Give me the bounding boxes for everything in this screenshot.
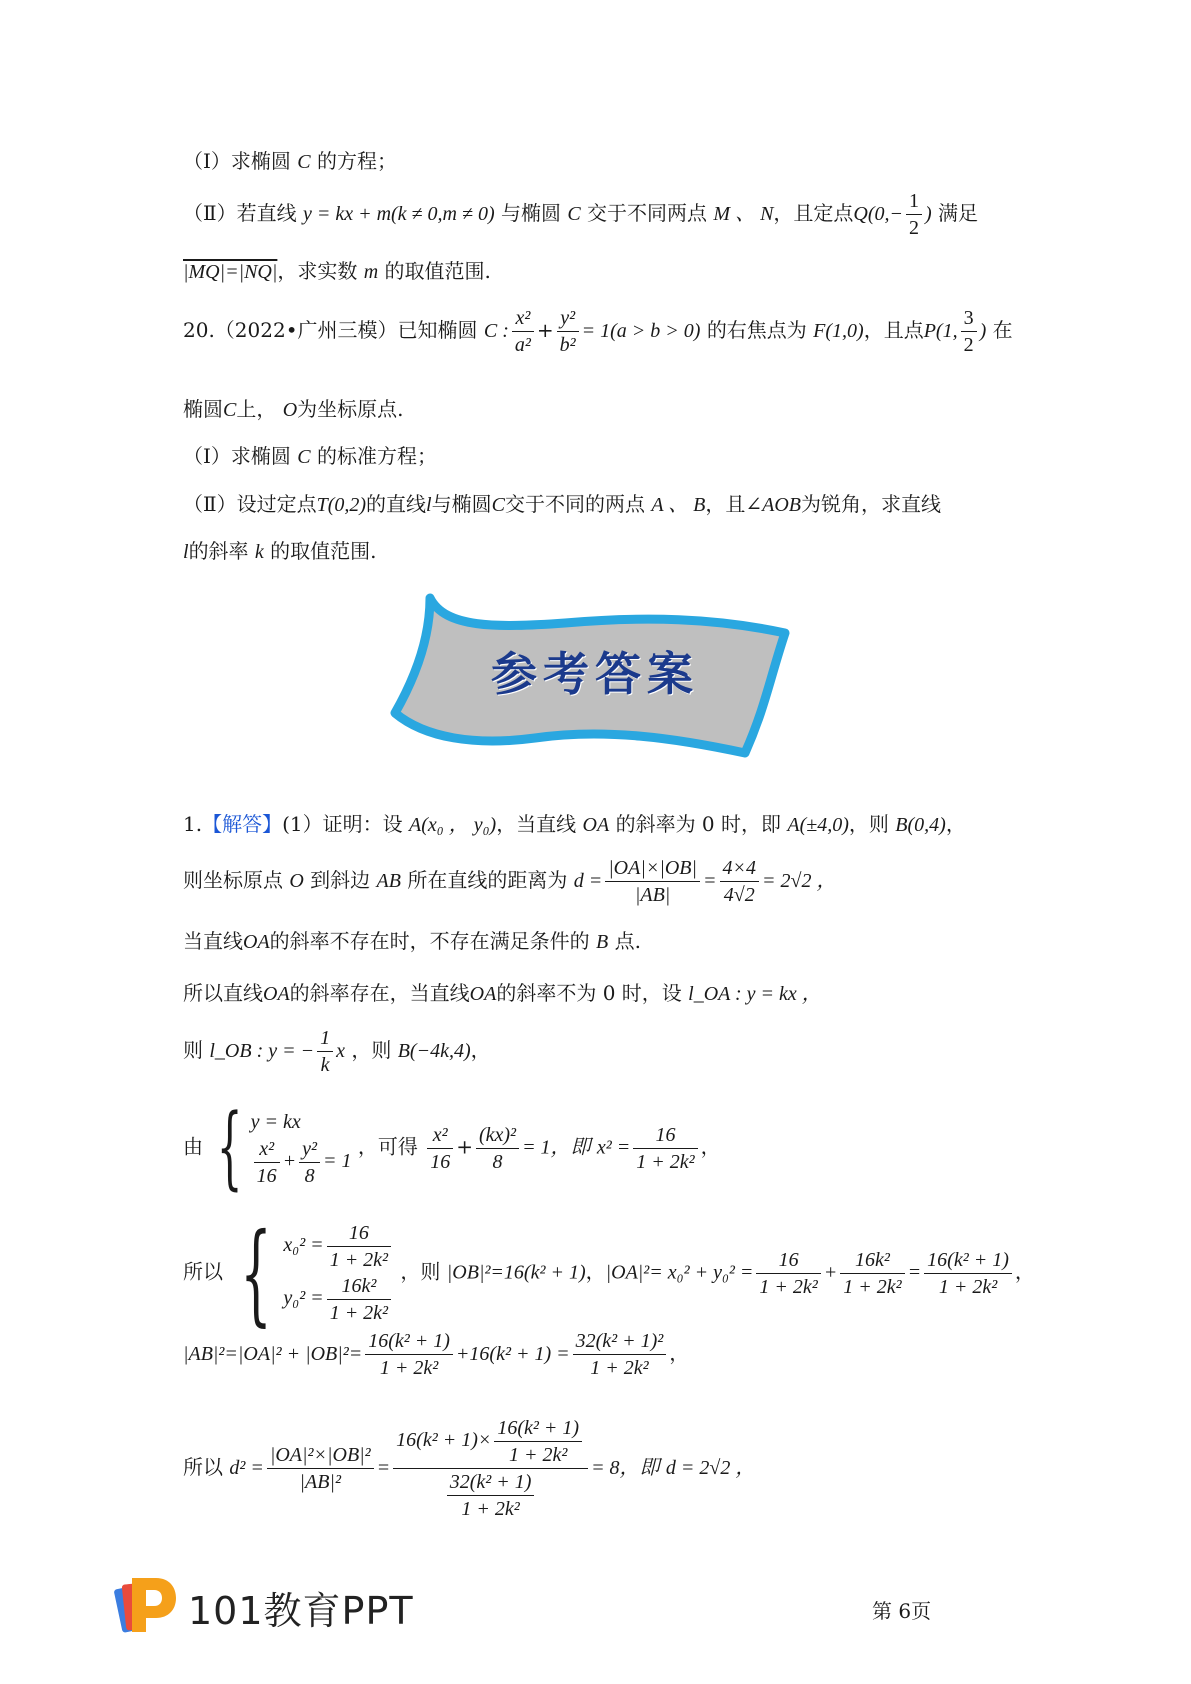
text: ，: [700, 1134, 721, 1159]
math-point: F(1,0): [813, 320, 864, 342]
numerator: x²: [254, 1136, 280, 1163]
math-var: C: [567, 203, 581, 225]
math-eq: =: [907, 1261, 922, 1284]
text: 的斜率存在，当直线: [289, 981, 470, 1005]
text: ，则: [848, 812, 889, 836]
fraction: [476, 1122, 519, 1175]
denominator: 16: [430, 1150, 451, 1173]
math-var: AB: [376, 870, 401, 892]
text: 的斜率不存在时，不存在满足条件的: [269, 929, 590, 953]
math-var: O: [282, 399, 298, 421]
answer-line1: [183, 808, 966, 837]
question-header: 20.（2022•广州三模）已知椭圆: [183, 318, 478, 342]
text: 与椭圆: [500, 201, 561, 225]
numerator: 16k²: [840, 1247, 904, 1274]
fraction: [720, 855, 760, 908]
denominator: k: [320, 1054, 330, 1076]
math-var: OA: [263, 983, 290, 1005]
math-eq: y₀² =: [283, 1287, 324, 1310]
math-var: A 、 B: [651, 494, 706, 516]
denominator: b²: [559, 334, 576, 356]
fraction: [327, 1273, 391, 1326]
numerator: x²: [427, 1122, 453, 1149]
text: (1）证明：设: [282, 812, 403, 836]
math-eq: = 8，即: [591, 1457, 660, 1479]
math-var: C: [223, 399, 237, 421]
math-var: C: [297, 446, 311, 468]
numerator: |OA|²×|OB|²: [267, 1442, 374, 1469]
equation-system: [229, 1209, 394, 1337]
q20-part2: [183, 488, 941, 517]
math-var: x: [336, 1040, 345, 1062]
denominator: 1 + 2k²: [636, 1150, 695, 1173]
fraction: [494, 1415, 582, 1468]
numerator: [393, 1415, 588, 1469]
denominator: |AB|: [634, 884, 671, 906]
numerator: y²: [299, 1136, 320, 1163]
text: 所在直线的距离为: [407, 868, 568, 892]
q19-part2: [183, 188, 978, 241]
numerator: 32(k² + 1)²: [573, 1328, 667, 1355]
math-var: C: [491, 494, 505, 516]
denominator: 8: [492, 1150, 503, 1173]
math-eq: x₀² =: [283, 1234, 324, 1257]
answer-line8: [183, 1328, 689, 1381]
system-row: y = kx: [250, 1110, 301, 1133]
math-eq: = 1(a > b > 0): [581, 320, 701, 342]
math-eq: y = kx + m(k ≠ 0,m ≠ 0): [302, 203, 495, 225]
page-number: 第 6页: [872, 1599, 932, 1623]
math-eq: = 1，即: [522, 1136, 591, 1159]
denominator: 1 + 2k²: [461, 1498, 520, 1520]
text: 的取值范围.: [384, 259, 491, 283]
text: 的标准方程；: [316, 444, 437, 468]
numerator: y²: [557, 305, 579, 332]
math-angle: ∠AOB: [745, 494, 802, 516]
math-eq: = 1: [323, 1149, 352, 1172]
q20-line1: 20.（2022•广州三模）已知椭圆 C : $\frac{\text{x²}}{\text{a²}}$ + $\frac{\text{y²}}{\text{b²}}$ = 1(a > b > 0) 的右焦点为 F(1,0)，且点P(1, $\frac{3}{2}$ ) 在: [183, 307, 1013, 356]
fraction: [756, 1247, 820, 1300]
math-var: C: [297, 151, 311, 173]
answer-line2: [183, 855, 836, 908]
text: ，: [585, 1259, 606, 1284]
denominator: a²: [514, 334, 531, 356]
text: ，: [1014, 1259, 1035, 1284]
denominator: 1 + 2k²: [590, 1357, 649, 1379]
math-point: B(−4k,4): [397, 1040, 471, 1062]
math-point: T(0,2): [316, 494, 367, 516]
denominator: 1 + 2k²: [329, 1302, 389, 1324]
numerator: 16(k² + 1): [924, 1247, 1012, 1274]
math-eq: +: [823, 1261, 838, 1284]
text: 椭圆: [183, 397, 223, 421]
math-eq: |OA|²= x₀² + y₀² =: [605, 1261, 754, 1284]
system-row: $\frac{\text{x²}}{16}$ + $\frac{\text{y²}}{8}$ = 1: [251, 1136, 352, 1189]
text: 满足: [938, 201, 979, 225]
numerator: 16: [756, 1247, 820, 1274]
denominator: 16: [256, 1164, 277, 1187]
math-eq: =: [703, 870, 717, 892]
fraction: [267, 1442, 374, 1495]
math-paren: ): [925, 203, 932, 225]
text: 当直线: [183, 929, 243, 953]
numerator: 16(k² + 1): [494, 1415, 582, 1442]
text: 的斜率不为 0 时，设: [496, 981, 682, 1005]
text: 的直线: [366, 492, 427, 516]
fraction: [447, 1469, 535, 1522]
text: （Ⅱ）设过定点: [183, 492, 317, 516]
answer-line3: [183, 925, 641, 954]
math-var: B: [596, 931, 609, 953]
fraction: [317, 1025, 333, 1078]
text: 则: [183, 1038, 203, 1062]
denominator: [393, 1469, 588, 1522]
math-var: C :: [483, 320, 509, 342]
system-row: [283, 1273, 394, 1326]
text: ，求实数: [277, 259, 358, 283]
text: 的斜率: [188, 539, 249, 563]
numerator: 16: [327, 1220, 391, 1247]
denominator: 2: [909, 217, 920, 239]
logo-text: 101教育PPT: [188, 1589, 414, 1633]
answer-line4: [183, 977, 822, 1006]
text: ，: [945, 812, 966, 836]
numerator: 16k²: [327, 1273, 391, 1300]
text: 点.: [614, 929, 641, 953]
text: ，则: [351, 1038, 392, 1062]
math-eq: x² =: [596, 1136, 631, 1159]
text: 由: [183, 1134, 203, 1159]
answer-line7: [183, 1209, 1035, 1337]
text: ，则: [400, 1259, 441, 1284]
answer-line5: [183, 1025, 491, 1078]
text: ，且: [705, 492, 746, 516]
text: （Ⅱ）若直线: [183, 201, 297, 225]
q20-line6: [183, 535, 377, 564]
text: 在: [992, 318, 1013, 342]
q19-condition: [183, 255, 491, 284]
answer-line9: [183, 1415, 755, 1522]
text: ，可得: [357, 1134, 418, 1159]
math-eq: 16(k² + 1)×: [396, 1429, 492, 1452]
equation-system: [209, 1095, 352, 1200]
math-var: k: [254, 541, 264, 563]
fraction: [906, 188, 922, 241]
fraction: [840, 1247, 904, 1300]
ppt-logo-icon: [110, 1570, 180, 1640]
math-var: M 、 N: [713, 203, 774, 225]
text: 上，: [236, 397, 277, 421]
fraction: [299, 1136, 320, 1189]
text: 所以: [183, 1259, 223, 1284]
math-var: l: [183, 541, 189, 563]
footer-logo: [110, 1570, 420, 1640]
math-eq: |AB|²=|OA|² + |OB|²=: [183, 1343, 363, 1365]
math-var: m: [363, 261, 379, 283]
q20-line2: [183, 393, 404, 422]
fraction: [605, 855, 700, 908]
math-point: A(±4,0): [787, 814, 849, 836]
answer-banner: [385, 588, 800, 763]
math-var: OA: [582, 814, 610, 836]
math-eq: l_OB : y = −: [209, 1040, 315, 1062]
math-point: A(x₀ ， y₀): [408, 814, 497, 836]
fraction: [924, 1247, 1012, 1300]
text: 的右焦点为: [706, 318, 807, 342]
text: ，当直线: [496, 812, 577, 836]
system-row: [283, 1220, 394, 1273]
text: ，: [669, 1341, 690, 1365]
numerator: 16: [633, 1122, 697, 1149]
fraction: [633, 1122, 697, 1175]
numerator: 1: [317, 1025, 333, 1052]
fraction: [427, 1122, 453, 1175]
text: 则坐标原点: [183, 868, 283, 892]
numerator: 32(k² + 1): [447, 1469, 535, 1496]
system-rows: [283, 1220, 394, 1326]
text: （Ⅰ）求椭圆: [183, 149, 291, 173]
math-eq: |OB|²=16(k² + 1): [446, 1261, 586, 1284]
text: 1.: [183, 812, 203, 836]
math-paren: ): [979, 320, 987, 342]
numerator: 3: [961, 305, 977, 332]
denominator: 1 + 2k²: [329, 1249, 389, 1271]
fraction: [557, 305, 579, 358]
denominator: 1 + 2k²: [759, 1275, 818, 1298]
math-eq: d² =: [229, 1457, 264, 1479]
text: 到斜边: [310, 868, 371, 892]
numerator: 16(k² + 1): [365, 1328, 453, 1355]
denominator: 4√2: [723, 884, 755, 906]
math-eq: d = 2√2 ，: [665, 1457, 756, 1479]
numerator: x²: [512, 305, 534, 332]
denominator: 8: [304, 1164, 315, 1187]
math-var: l: [426, 494, 432, 516]
numerator: |OA|×|OB|: [605, 855, 700, 882]
fraction: [961, 305, 977, 358]
text: 为坐标原点.: [297, 397, 404, 421]
text: 交于不同的两点: [504, 492, 645, 516]
math-point: Q(0,−: [853, 203, 904, 225]
math-var: O: [289, 870, 304, 892]
denominator: |AB|²: [299, 1471, 341, 1493]
text: 为锐角，求直线: [801, 492, 942, 516]
text: 所以直线: [183, 981, 263, 1005]
brace-icon: {: [240, 1209, 273, 1337]
numerator: 4×4: [720, 855, 760, 882]
text: 交于不同两点: [587, 201, 708, 225]
banner-title: 参考答案: [491, 647, 699, 701]
complex-fraction: [393, 1415, 588, 1522]
math-eq: +16(k² + 1) =: [455, 1343, 570, 1365]
text: 的方程；: [316, 149, 397, 173]
fraction: [327, 1220, 391, 1273]
math-eq: l_OA : y = kx ，: [688, 983, 822, 1005]
text: ，且定点: [773, 201, 854, 225]
text: 的斜率为 0 时，即: [615, 812, 782, 836]
answer-tag: 【解答】: [202, 812, 283, 836]
text: ，且点: [863, 318, 924, 342]
denominator: 1 + 2k²: [509, 1444, 568, 1466]
math-var: OA: [243, 931, 270, 953]
answer-line6: 由 { y = kx $\frac{\text{x²}}{16}$ + $\frac{\text{y²}}{8}$ = 1 ，可得 $\frac{\text{x²}}{16}$ + $\frac{\text{(kx)²}}{8}$ = 1，即 x² = $\frac{16}{\text{1 + 2k²}}$ ，: [183, 1095, 721, 1200]
math-var: OA: [469, 983, 497, 1005]
text: （Ⅰ）求椭圆: [183, 444, 291, 468]
math-eq: = 2√2 ，: [762, 870, 837, 892]
denominator: 1 + 2k²: [843, 1275, 902, 1298]
denominator: 2: [963, 334, 974, 356]
numerator: (kx)²: [476, 1122, 519, 1149]
denominator: 1 + 2k²: [938, 1275, 998, 1298]
math-point: P(1,: [923, 320, 958, 342]
text: ，: [470, 1038, 491, 1062]
math-eq: =: [376, 1457, 391, 1479]
denominator: 1 + 2k²: [379, 1357, 439, 1379]
text: 与椭圆: [431, 492, 492, 516]
math-eq: |MQ|=|NQ|: [183, 261, 278, 283]
fraction: [365, 1328, 453, 1381]
fraction: [254, 1136, 280, 1189]
fraction: [573, 1328, 667, 1381]
text: 的取值范围.: [270, 539, 377, 563]
numerator: 1: [906, 188, 922, 215]
math-eq: d =: [573, 870, 603, 892]
math-point: B(0,4): [895, 814, 946, 836]
brace-icon: {: [217, 1095, 243, 1200]
system-rows: [251, 1108, 352, 1189]
q19-part1: [183, 145, 397, 174]
fraction: [512, 305, 534, 358]
text: 所以: [183, 1455, 223, 1479]
q20-part1: [183, 440, 437, 469]
